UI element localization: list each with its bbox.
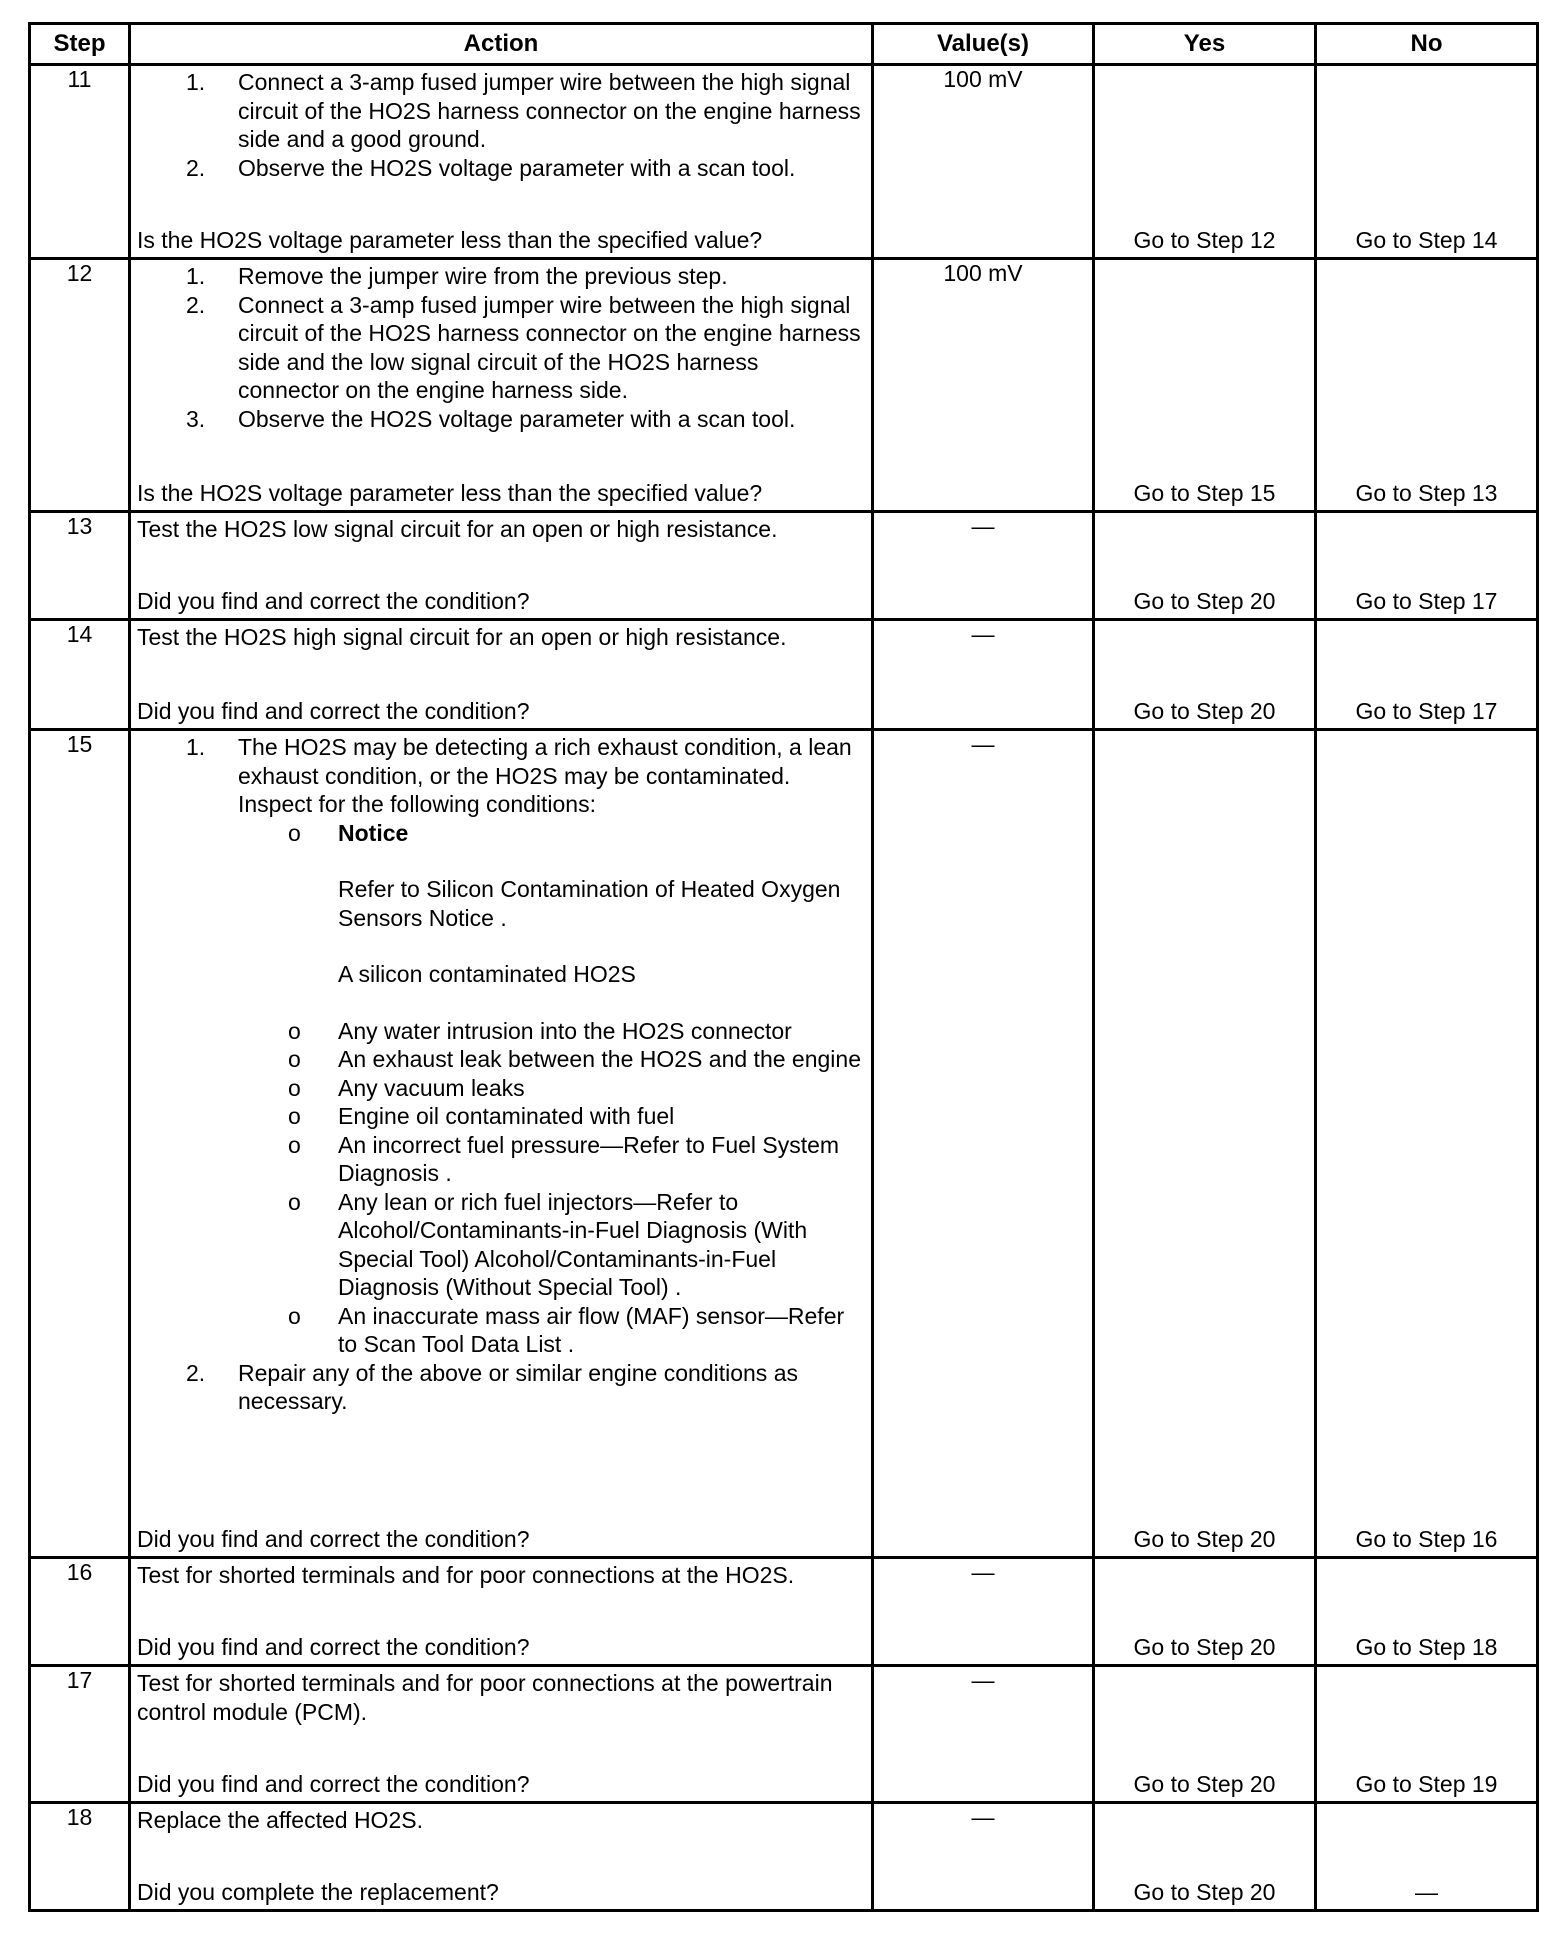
step-number: 15 xyxy=(30,730,130,1558)
action-question: Did you find and correct the condition? xyxy=(137,588,530,614)
table-row xyxy=(30,730,1538,1558)
no-cell: Go to Step 17 xyxy=(1316,620,1538,730)
step-number: 12 xyxy=(30,259,130,512)
action-cell xyxy=(130,259,873,512)
value-cell: 100 mV xyxy=(873,65,1094,259)
bullet-item: o An inaccurate mass air flow (MAF) sensor—Refer to Scan Tool Data List . xyxy=(288,1302,845,1357)
yes-cell: Go to Step 20 xyxy=(1094,512,1316,620)
action-cell xyxy=(130,512,873,620)
table-row xyxy=(30,620,1538,730)
step-number: 14 xyxy=(30,620,130,730)
no-cell: Go to Step 13 xyxy=(1316,259,1538,512)
table-row xyxy=(30,65,1538,259)
step-number: 13 xyxy=(30,512,130,620)
diagnostic-table xyxy=(28,22,1539,1912)
action-cell xyxy=(130,730,873,1558)
header-action: Action xyxy=(130,24,873,65)
table-row xyxy=(30,1803,1538,1911)
yes-cell: Go to Step 20 xyxy=(1094,1666,1316,1803)
notice-item-text: A silicon contaminated HO2S xyxy=(338,961,636,987)
value-cell: — xyxy=(873,730,1094,1558)
header-no: No xyxy=(1316,24,1538,65)
step-number: 11 xyxy=(30,65,130,259)
table-row xyxy=(30,1558,1538,1666)
table-row xyxy=(30,512,1538,620)
action-question: Did you find and correct the condition? xyxy=(137,1526,530,1552)
action-text: Test the HO2S high signal circuit for an open or high resistance. xyxy=(137,624,787,650)
no-cell: Go to Step 17 xyxy=(1316,512,1538,620)
list-item: 2. Observe the HO2S voltage parameter with a scan tool. xyxy=(186,154,796,181)
bullet-item: o Engine oil contaminated with fuel xyxy=(288,1103,675,1129)
action-text: Replace the affected HO2S. xyxy=(137,1807,423,1833)
header-row xyxy=(30,24,1538,65)
yes-cell: Go to Step 20 xyxy=(1094,1803,1316,1911)
list-item: 2. Repair any of the above or similar engine conditions as necessary. xyxy=(186,1359,798,1414)
header-yes: Yes xyxy=(1094,24,1316,65)
no-cell: Go to Step 18 xyxy=(1316,1558,1538,1666)
action-cell xyxy=(130,65,873,259)
action-question: Did you find and correct the condition? xyxy=(137,698,530,724)
value-cell: — xyxy=(873,620,1094,730)
yes-cell: Go to Step 15 xyxy=(1094,259,1316,512)
yes-cell: Go to Step 20 xyxy=(1094,730,1316,1558)
no-cell: Go to Step 19 xyxy=(1316,1666,1538,1803)
action-question: Did you find and correct the condition? xyxy=(137,1634,530,1660)
action-question: Did you complete the replacement? xyxy=(137,1879,499,1905)
bullet-item: o Any water intrusion into the HO2S connector xyxy=(288,1017,792,1044)
value-cell: — xyxy=(873,1666,1094,1803)
action-text: Test for shorted terminals and for poor connections at the HO2S. xyxy=(137,1562,795,1588)
step-number: 17 xyxy=(30,1666,130,1803)
action-cell xyxy=(130,1558,873,1666)
header-values: Value(s) xyxy=(873,24,1094,65)
no-cell: — xyxy=(1316,1803,1538,1911)
notice-text: Refer to Silicon Contamination of Heated Oxygen Sensors Notice . xyxy=(338,876,841,931)
action-question: Did you find and correct the condition? xyxy=(137,1771,530,1797)
list-item: 1. The HO2S may be detecting a rich exhaust condition, a lean exhaust condition, or the HO2S may be contaminated. Inspect for the following conditions: xyxy=(186,734,852,817)
value-cell: — xyxy=(873,512,1094,620)
step-number: 18 xyxy=(30,1803,130,1911)
action-cell xyxy=(130,1803,873,1911)
bullet-item: o Any lean or rich fuel injectors—Refer to Alcohol/Contaminants-in-Fuel Diagnosis (With Special Tool) Alcohol/Contaminants-in-Fuel Diagnosis (Without Special Tool) . xyxy=(288,1188,808,1300)
yes-cell: Go to Step 12 xyxy=(1094,65,1316,259)
yes-cell: Go to Step 20 xyxy=(1094,1558,1316,1666)
list-item: 1. Remove the jumper wire from the previous step. xyxy=(186,263,728,289)
action-question: Is the HO2S voltage parameter less than the specified value? xyxy=(137,227,763,253)
action-cell xyxy=(130,1666,873,1803)
value-cell: — xyxy=(873,1558,1094,1666)
action-question: Is the HO2S voltage parameter less than the specified value? xyxy=(137,480,763,506)
value-cell: — xyxy=(873,1803,1094,1911)
no-cell: Go to Step 14 xyxy=(1316,65,1538,259)
notice-item: o Notice xyxy=(288,819,409,846)
bullet-item: o An exhaust leak between the HO2S and the engine xyxy=(288,1046,861,1072)
table-row xyxy=(30,259,1538,512)
step-number: 16 xyxy=(30,1558,130,1666)
list-item: 3. Observe the HO2S voltage parameter with a scan tool. xyxy=(186,405,796,432)
yes-cell: Go to Step 20 xyxy=(1094,620,1316,730)
action-text: Test for shorted terminals and for poor connections at the powertrain control module (PCM). xyxy=(137,1670,833,1725)
action-cell xyxy=(130,620,873,730)
bullet-item: o Any vacuum leaks xyxy=(288,1074,525,1101)
table-row xyxy=(30,1666,1538,1803)
header-step: Step xyxy=(30,24,130,65)
bullet-item: o An incorrect fuel pressure—Refer to Fuel System Diagnosis . xyxy=(288,1131,840,1186)
action-text: Test the HO2S low signal circuit for an open or high resistance. xyxy=(137,516,778,542)
list-item: 2. Connect a 3-amp fused jumper wire between the high signal circuit of the HO2S harness connector on the engine harness side and the low signal circuit of the HO2S harness connector on the engine harness side. xyxy=(186,291,861,403)
no-cell: Go to Step 16 xyxy=(1316,730,1538,1558)
list-item: 1. Connect a 3-amp fused jumper wire between the high signal circuit of the HO2S harness connector on the engine harness side and a good ground. xyxy=(186,69,861,152)
value-cell: 100 mV xyxy=(873,259,1094,512)
